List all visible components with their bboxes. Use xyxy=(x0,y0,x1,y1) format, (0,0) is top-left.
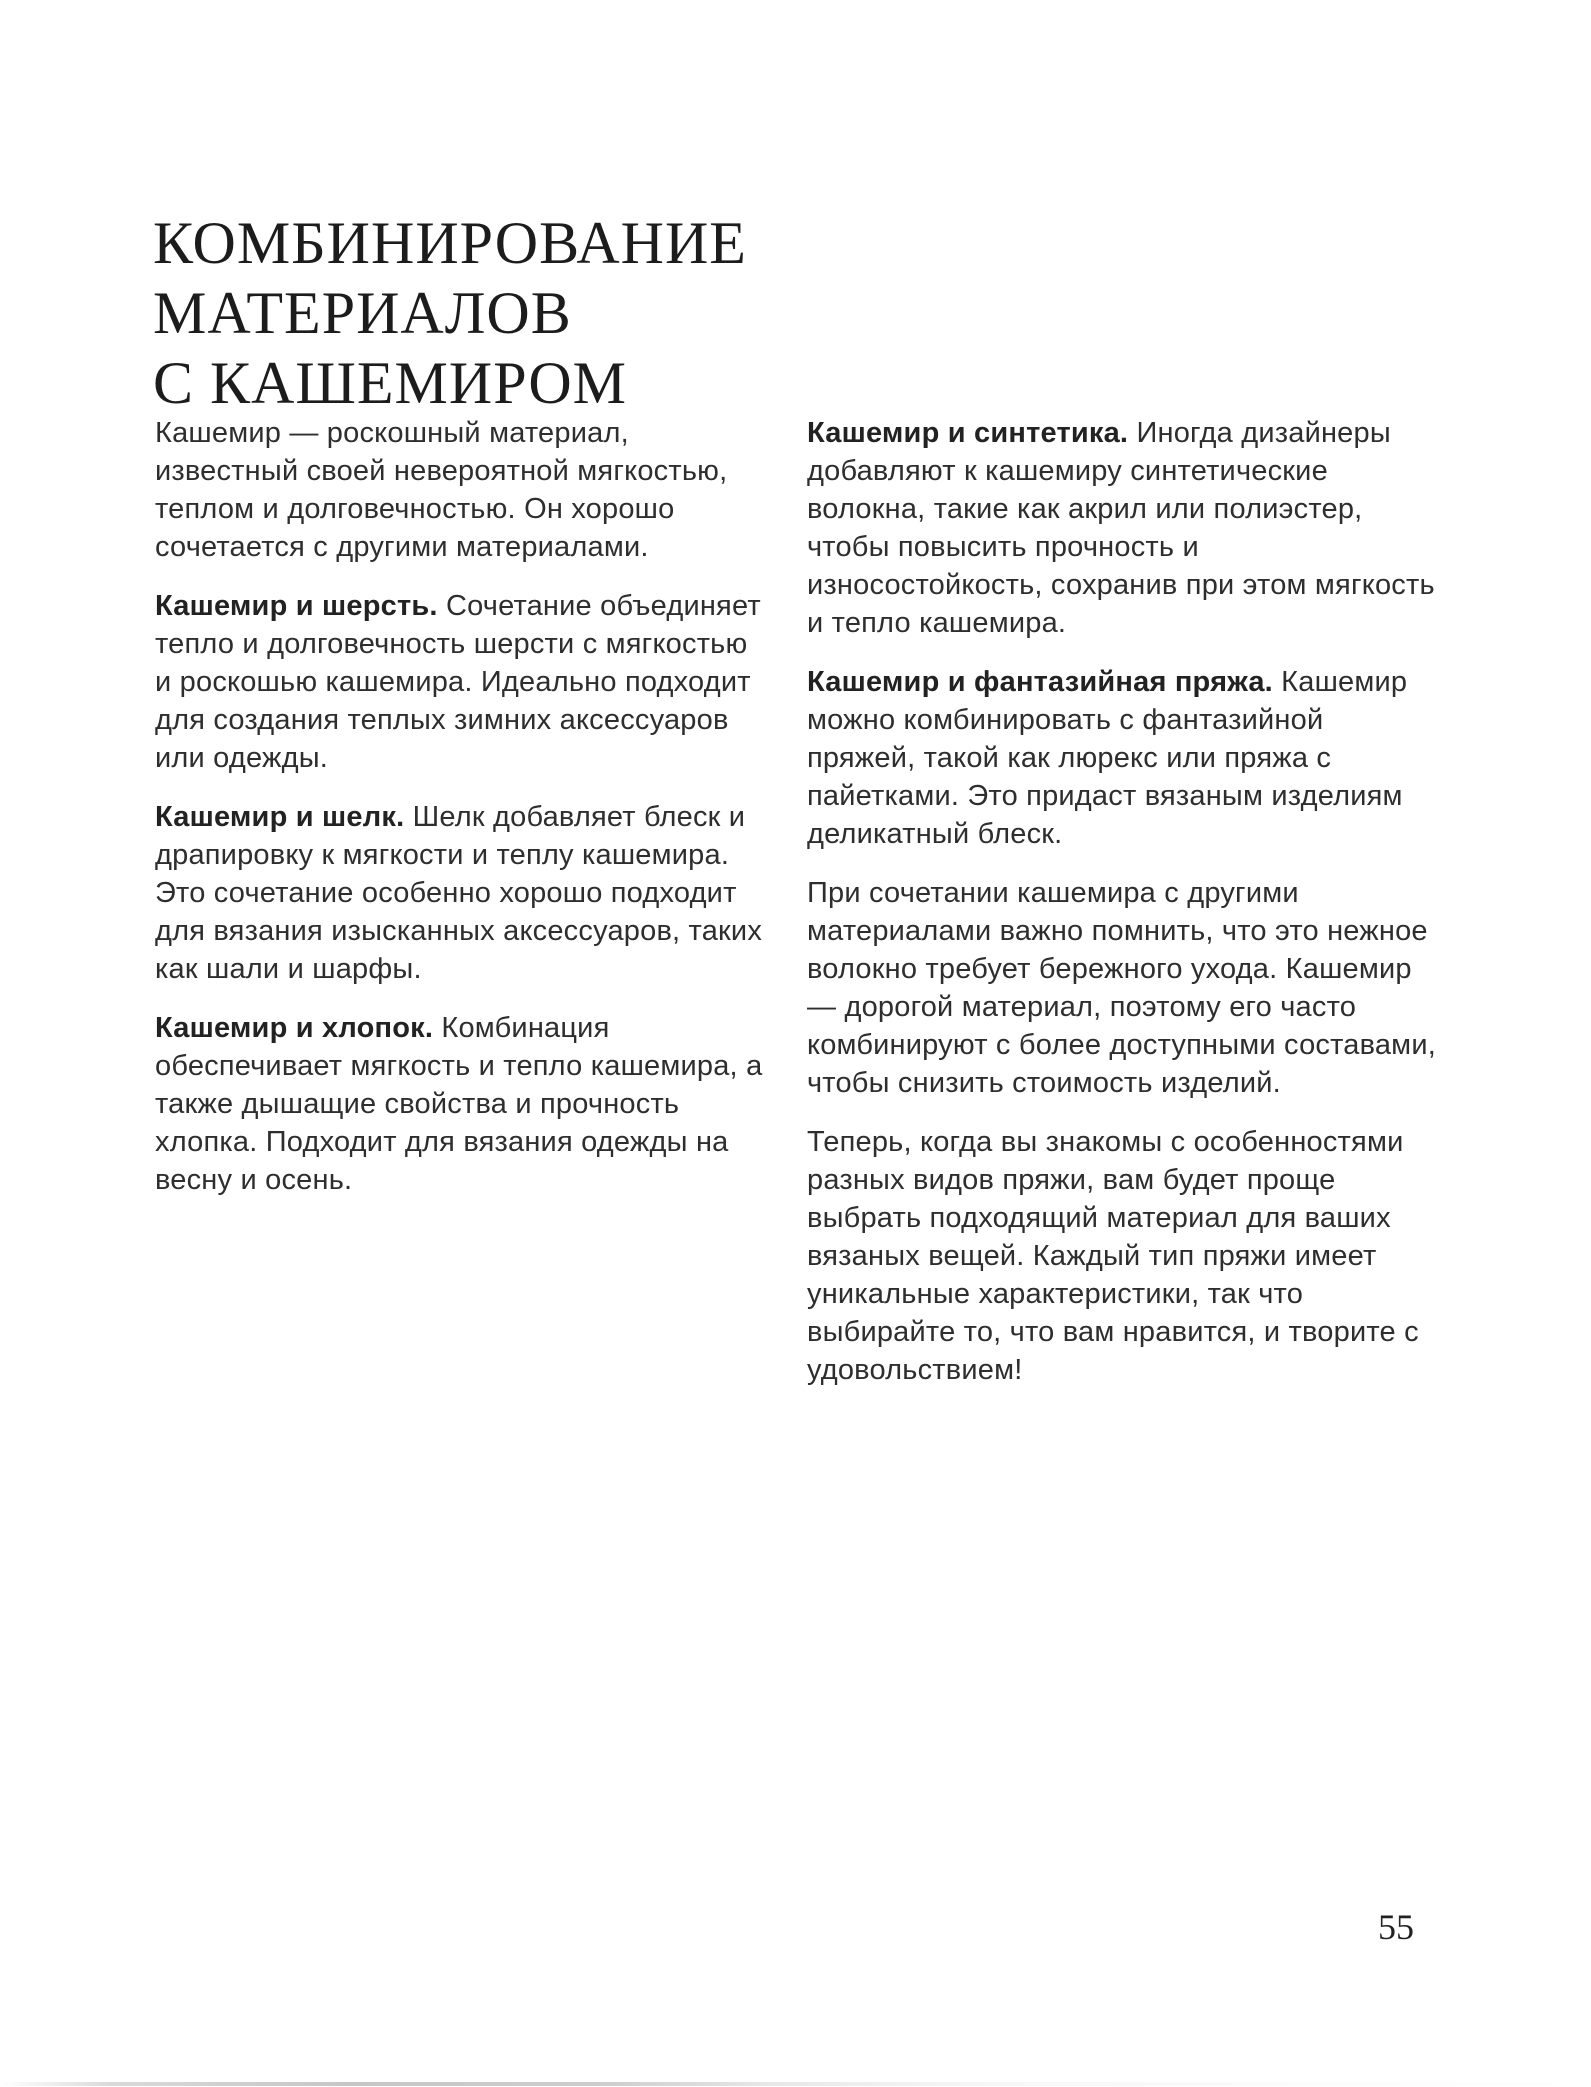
paragraph-lead: Кашемир и синтетика. xyxy=(807,417,1137,449)
paragraph-text: Шелк добавляет блеск и драпировку к мягкости и теплу кашемира. Это сочетание особенно хорошо подходит для вязания изысканных аксессуаров, таких как шали и шарфы. xyxy=(155,801,763,985)
paragraph-text: При сочетании кашемира с другими материалами важно помнить, что это нежное волокно требует бережного ухода. Кашемир — дорогой материал, поэтому его часто комбинируют с более доступными составами, чтобы снизить стоимость изделий. xyxy=(807,877,1436,1099)
right-column xyxy=(807,414,1439,1410)
paragraph-cashmere-wool xyxy=(155,587,770,777)
page-edge-shadow xyxy=(0,2082,1591,2086)
paragraph-lead: Кашемир и хлопок. xyxy=(155,1012,442,1044)
paragraph-lead: Кашемир и шелк. xyxy=(155,801,413,833)
paragraph-conclusion xyxy=(807,1123,1439,1389)
paragraph-care-note xyxy=(807,874,1439,1102)
paragraph-cashmere-fancy-yarn xyxy=(807,663,1439,853)
paragraph-cashmere-silk xyxy=(155,798,770,988)
page-title-line-3: С КАШЕМИРОМ xyxy=(153,350,628,417)
paragraph-text: Сочетание объединяет тепло и долговечность шерсти с мягкостью и роскошью кашемира. Идеально подходит для создания теплых зимних аксессуаров или одежды. xyxy=(155,590,761,774)
paragraph-lead: Кашемир и фантазийная пряжа. xyxy=(807,666,1282,698)
left-column xyxy=(155,414,770,1220)
page-title-line-1: КОМБИНИРОВАНИЕ xyxy=(153,210,747,277)
page-number: 55 xyxy=(1378,1907,1414,1947)
paragraph-intro xyxy=(155,414,770,566)
paragraph-text: Кашемир можно комбинировать с фантазийной пряжей, такой как люрекс или пряжа с пайетками. Это придаст вязаным изделиям деликатный блеск. xyxy=(807,666,1408,850)
paragraph-cashmere-cotton xyxy=(155,1009,770,1199)
page-title xyxy=(153,208,747,418)
paragraph-lead: Кашемир и шерсть. xyxy=(155,590,446,622)
paragraph-text: Иногда дизайнеры добавляют к кашемиру синтетические волокна, такие как акрил или полиэстер, чтобы повысить прочность и износостойкость, сохранив при этом мягкость и тепло кашемира. xyxy=(807,417,1435,639)
paragraph-text: Кашемир — роскошный материал, известный своей невероятной мягкостью, теплом и долговечностью. Он хорошо сочетается с другими материалами. xyxy=(155,417,728,563)
page-title-line-2: МАТЕРИАЛОВ xyxy=(153,280,572,347)
paragraph-cashmere-synthetic xyxy=(807,414,1439,642)
paragraph-text: Комбинация обеспечивает мягкость и тепло кашемира, а также дышащие свойства и прочность хлопка. Подходит для вязания одежды на весну и осень. xyxy=(155,1012,763,1196)
paragraph-text: Теперь, когда вы знакомы с особенностями разных видов пряжи, вам будет проще выбрать подходящий материал для ваших вязаных вещей. Каждый тип пряжи имеет уникальные характеристики, так что выбирайте то, что вам нравится, и творите с удовольствием! xyxy=(807,1126,1419,1386)
